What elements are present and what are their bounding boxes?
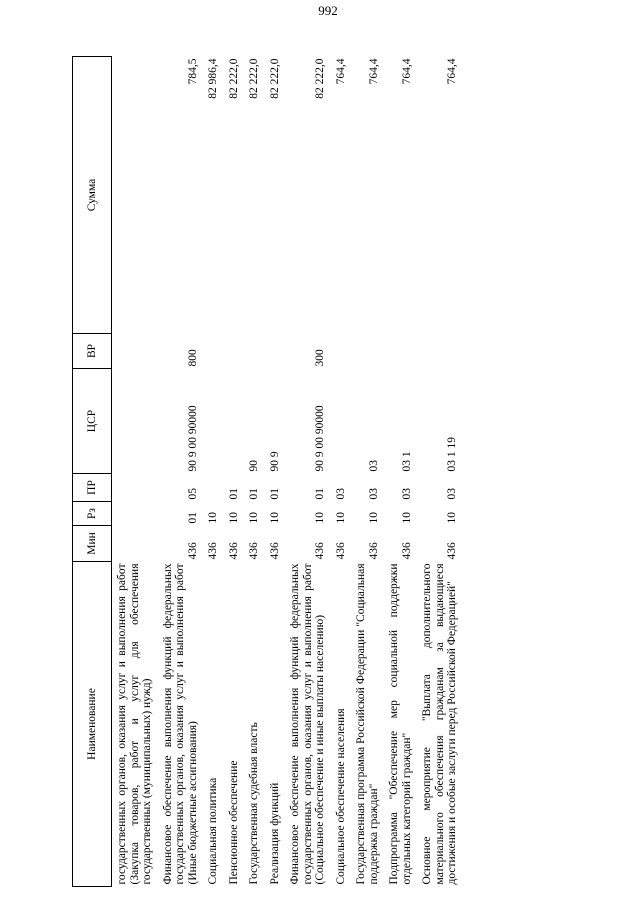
table-row (351, 57, 384, 887)
row-pr: 05 (186, 488, 199, 500)
row-name: Финансовое обеспечение выполнения функций федеральных государственных органов, оказания услуг и выполнения работ (Иные бюджетные ассигнования) (161, 563, 199, 885)
row-name: Реализация функций (268, 782, 281, 885)
row-vr (265, 334, 286, 369)
column-header-sum: Сумма (73, 57, 112, 334)
column-header-name: Наименование (73, 562, 112, 887)
row-csr: 90 (248, 460, 260, 472)
row-vr (203, 334, 224, 369)
row-pr: 01 (268, 488, 281, 500)
row-sum: 82 222,0 (314, 58, 326, 99)
row-pr (112, 474, 158, 502)
page-number: 992 (318, 3, 338, 18)
row-csr: 90 9 (268, 451, 281, 472)
row-rz: 10 (268, 512, 281, 524)
row-csr (112, 369, 158, 474)
row-vr: 800 (186, 349, 199, 367)
row-min: 436 (248, 542, 260, 560)
row-sum: 764,4 (400, 58, 413, 85)
row-min: 436 (227, 542, 240, 560)
row-sum: 764,4 (446, 58, 458, 85)
row-rz: 10 (314, 512, 326, 524)
row-sum: 82 986,4 (207, 58, 219, 99)
row-vr (417, 334, 463, 369)
row-name: Пенсионное обеспечение (227, 760, 240, 885)
column-header-vr: ВР (73, 334, 112, 369)
row-pr: 01 (248, 488, 260, 500)
row-vr (351, 334, 384, 369)
row-min: 436 (367, 542, 380, 560)
row-min (112, 526, 158, 562)
row-pr: 03 (334, 488, 347, 500)
column-header-csr: ЦСР (73, 369, 112, 474)
row-csr (203, 369, 224, 474)
row-sum (112, 57, 158, 334)
row-rz: 10 (400, 512, 413, 524)
row-rz: 10 (207, 512, 219, 524)
row-sum: 82 222,0 (227, 58, 240, 99)
table-row (417, 57, 463, 887)
column-header-min: Мин (73, 526, 112, 562)
row-sum: 784,5 (186, 58, 199, 85)
row-min: 436 (334, 542, 347, 560)
table-row (285, 57, 331, 887)
row-csr: 90 9 00 90000 (314, 405, 326, 472)
table-row (265, 57, 286, 887)
row-min: 436 (268, 542, 281, 560)
row-rz: 10 (227, 512, 240, 524)
row-vr (384, 334, 417, 369)
row-name: Социальная политика (207, 777, 219, 885)
row-csr: 03 1 19 (446, 437, 458, 472)
row-csr: 90 9 00 90000 (186, 405, 199, 472)
table-row (158, 57, 204, 887)
row-vr (224, 334, 245, 369)
row-sum: 764,4 (334, 58, 347, 85)
table-row (384, 57, 417, 887)
row-rz: 10 (446, 512, 458, 524)
row-name: Государственная судебная власть (248, 722, 260, 885)
table-row (224, 57, 245, 887)
row-vr (331, 334, 352, 369)
row-min: 436 (314, 542, 326, 560)
budget-table (72, 56, 463, 887)
row-name: Основное мероприятие "Выплата дополнительного материального обеспечения гражданам за выдающиеся достижения и особые заслуги перед Российской Федерацией" (421, 563, 458, 885)
table-row (331, 57, 352, 887)
row-pr: 01 (314, 488, 326, 500)
row-min: 436 (446, 542, 458, 560)
row-rz: 10 (248, 512, 260, 524)
row-name: Социальное обеспечение населения (334, 708, 347, 885)
row-rz (112, 502, 158, 526)
row-min: 436 (207, 542, 219, 560)
row-name: государственных органов, оказания услуг и выполнения работ (Закупка товаров, работ и услуг для обеспечения государственных (муниципальных) нужд) (116, 563, 153, 885)
row-vr (244, 334, 265, 369)
row-rz: 01 (186, 512, 199, 524)
row-csr: 03 (367, 460, 380, 472)
row-pr (203, 474, 224, 502)
row-rz: 10 (367, 512, 380, 524)
row-pr: 03 (367, 488, 380, 500)
column-header-pr: ПР (73, 474, 112, 502)
row-pr: 03 (446, 488, 458, 500)
row-vr (112, 334, 158, 369)
row-csr (331, 369, 352, 474)
table-row (203, 57, 224, 887)
row-sum: 764,4 (367, 58, 380, 85)
row-pr: 03 (400, 488, 413, 500)
table-row (244, 57, 265, 887)
table-row (112, 57, 158, 887)
row-name: Финансовое обеспечение выполнения функций федеральных государственных органов, оказания услуг и выполнения работ (Социальное обеспечение и иные выплаты населению) (289, 563, 326, 885)
row-name: Государственная программа Российской Федерации "Социальная поддержка граждан" (355, 563, 380, 885)
row-pr: 01 (227, 488, 240, 500)
row-min: 436 (400, 542, 413, 560)
row-name: Подпрограмма "Обеспечение мер социальной поддержки отдельных категорий граждан" (388, 563, 413, 885)
table-header-row (73, 57, 112, 887)
row-csr (224, 369, 245, 474)
column-header-rz: Рз (73, 502, 112, 526)
row-min: 436 (186, 542, 199, 560)
row-rz: 10 (334, 512, 347, 524)
rotated-page-content (72, 57, 640, 887)
row-sum: 82 222,0 (248, 58, 260, 99)
row-csr: 03 1 (400, 451, 413, 472)
row-vr: 300 (314, 349, 326, 367)
row-sum: 82 222,0 (268, 58, 281, 99)
